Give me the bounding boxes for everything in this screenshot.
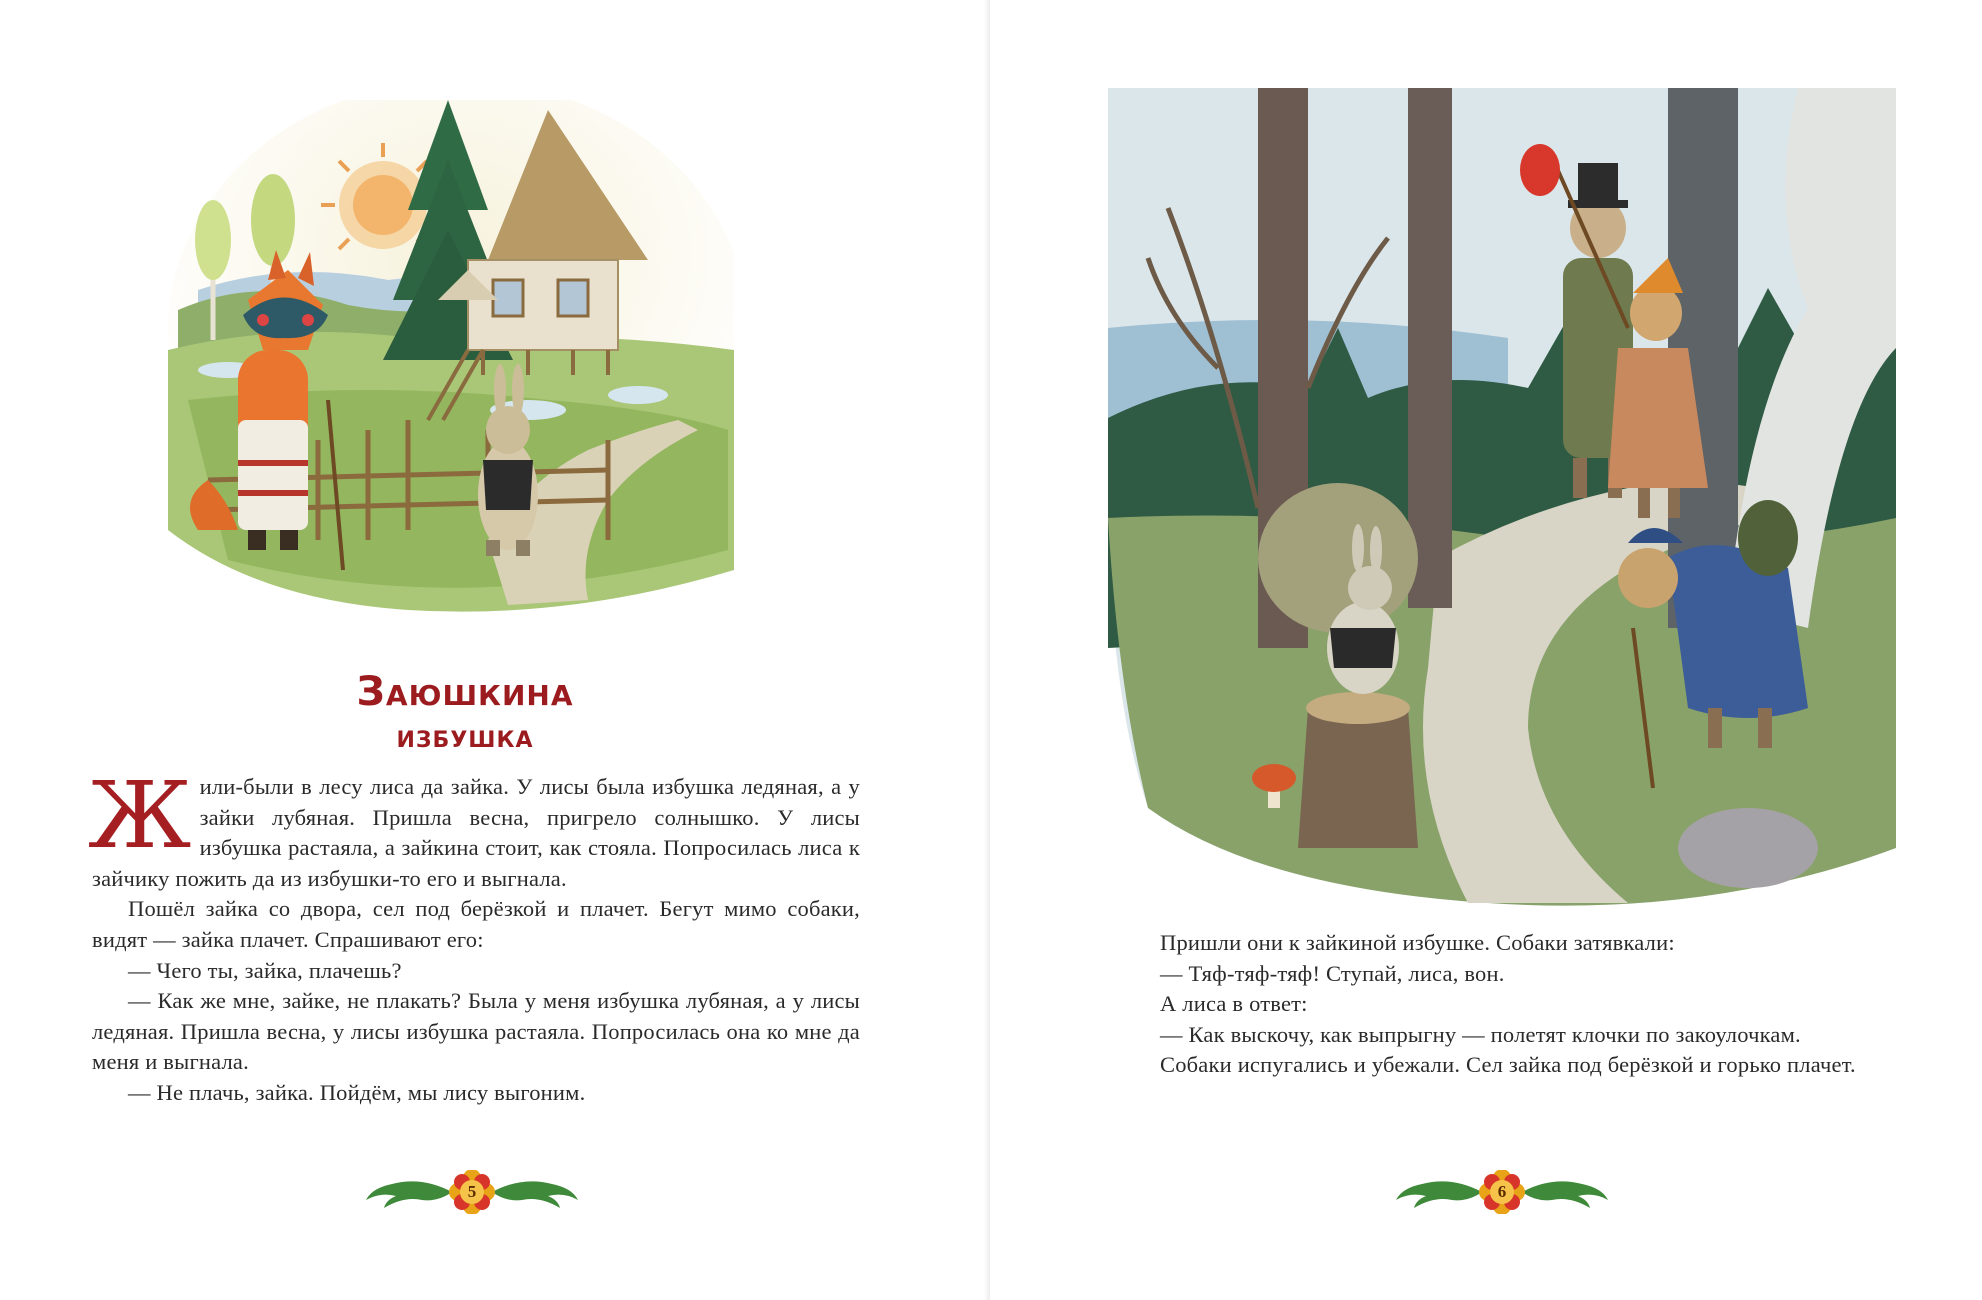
paragraph-3: — Чего ты, зайка, плачешь? xyxy=(128,957,402,983)
right-body-text xyxy=(1124,928,1886,1081)
left-page xyxy=(0,0,990,1300)
title-line-1: Заюшкина xyxy=(356,669,574,715)
drop-cap: Ж xyxy=(88,762,192,869)
paragraph-5: — Не плачь, зайка. Пойдём, мы лису выгоним. xyxy=(128,1079,586,1105)
left-illustration xyxy=(168,100,734,640)
page-number-left: 5 xyxy=(467,1182,477,1201)
paragraph-1 xyxy=(88,762,860,894)
paragraph-7: — Тяф-тяф-тяф! Ступай, лиса, вон. xyxy=(1160,960,1505,986)
page-number-ornament-right xyxy=(1392,1170,1612,1214)
mossy-rock xyxy=(1258,483,1418,633)
title-line-2: избушка xyxy=(396,717,534,755)
story-title xyxy=(300,668,630,756)
paragraph-8: А лиса в ответ: xyxy=(1160,991,1308,1017)
grey-rock xyxy=(1678,808,1818,888)
paragraph-1-text: или-были в лесу лиса да зайка. У лисы была избушка ледяная, а у зайки лубяная. Пришла весна, пригрело солнышко. У лисы избушка растаяла, а зайкина стоит, как стояла. Попросилась лиса к зайчику пожить да из избушки-то его и выгнала. xyxy=(92,774,860,891)
left-body-text xyxy=(88,762,860,1109)
page-number-ornament-left xyxy=(362,1170,582,1214)
paragraph-4: — Как же мне, зайке, не плакать? Была у меня избушка лубяная, а у лисы ледяная. Пришла весна, у лисы избушка растаяла. Попросилась она ко мне да меня и выгнала. xyxy=(92,988,860,1075)
right-illustration xyxy=(1108,88,1896,910)
paragraph-6: Пришли они к зайкиной избушке. Собаки затявкали: xyxy=(1160,930,1675,955)
tree-stump xyxy=(1298,692,1418,848)
paragraph-10: Собаки испугались и убежали. Сел зайка под берёзкой и горько плачет. xyxy=(1160,1052,1856,1078)
paragraph-9: — Как выскочу, как выпрыгну — полетят клочки по закоулочкам. xyxy=(1160,1021,1801,1047)
paragraph-2: Пошёл зайка со двора, сел под берёзкой и плачет. Бегут мимо собаки, видят — зайка плачет. Спрашивают его: xyxy=(92,896,860,952)
page-number-right: 6 xyxy=(1497,1182,1507,1201)
